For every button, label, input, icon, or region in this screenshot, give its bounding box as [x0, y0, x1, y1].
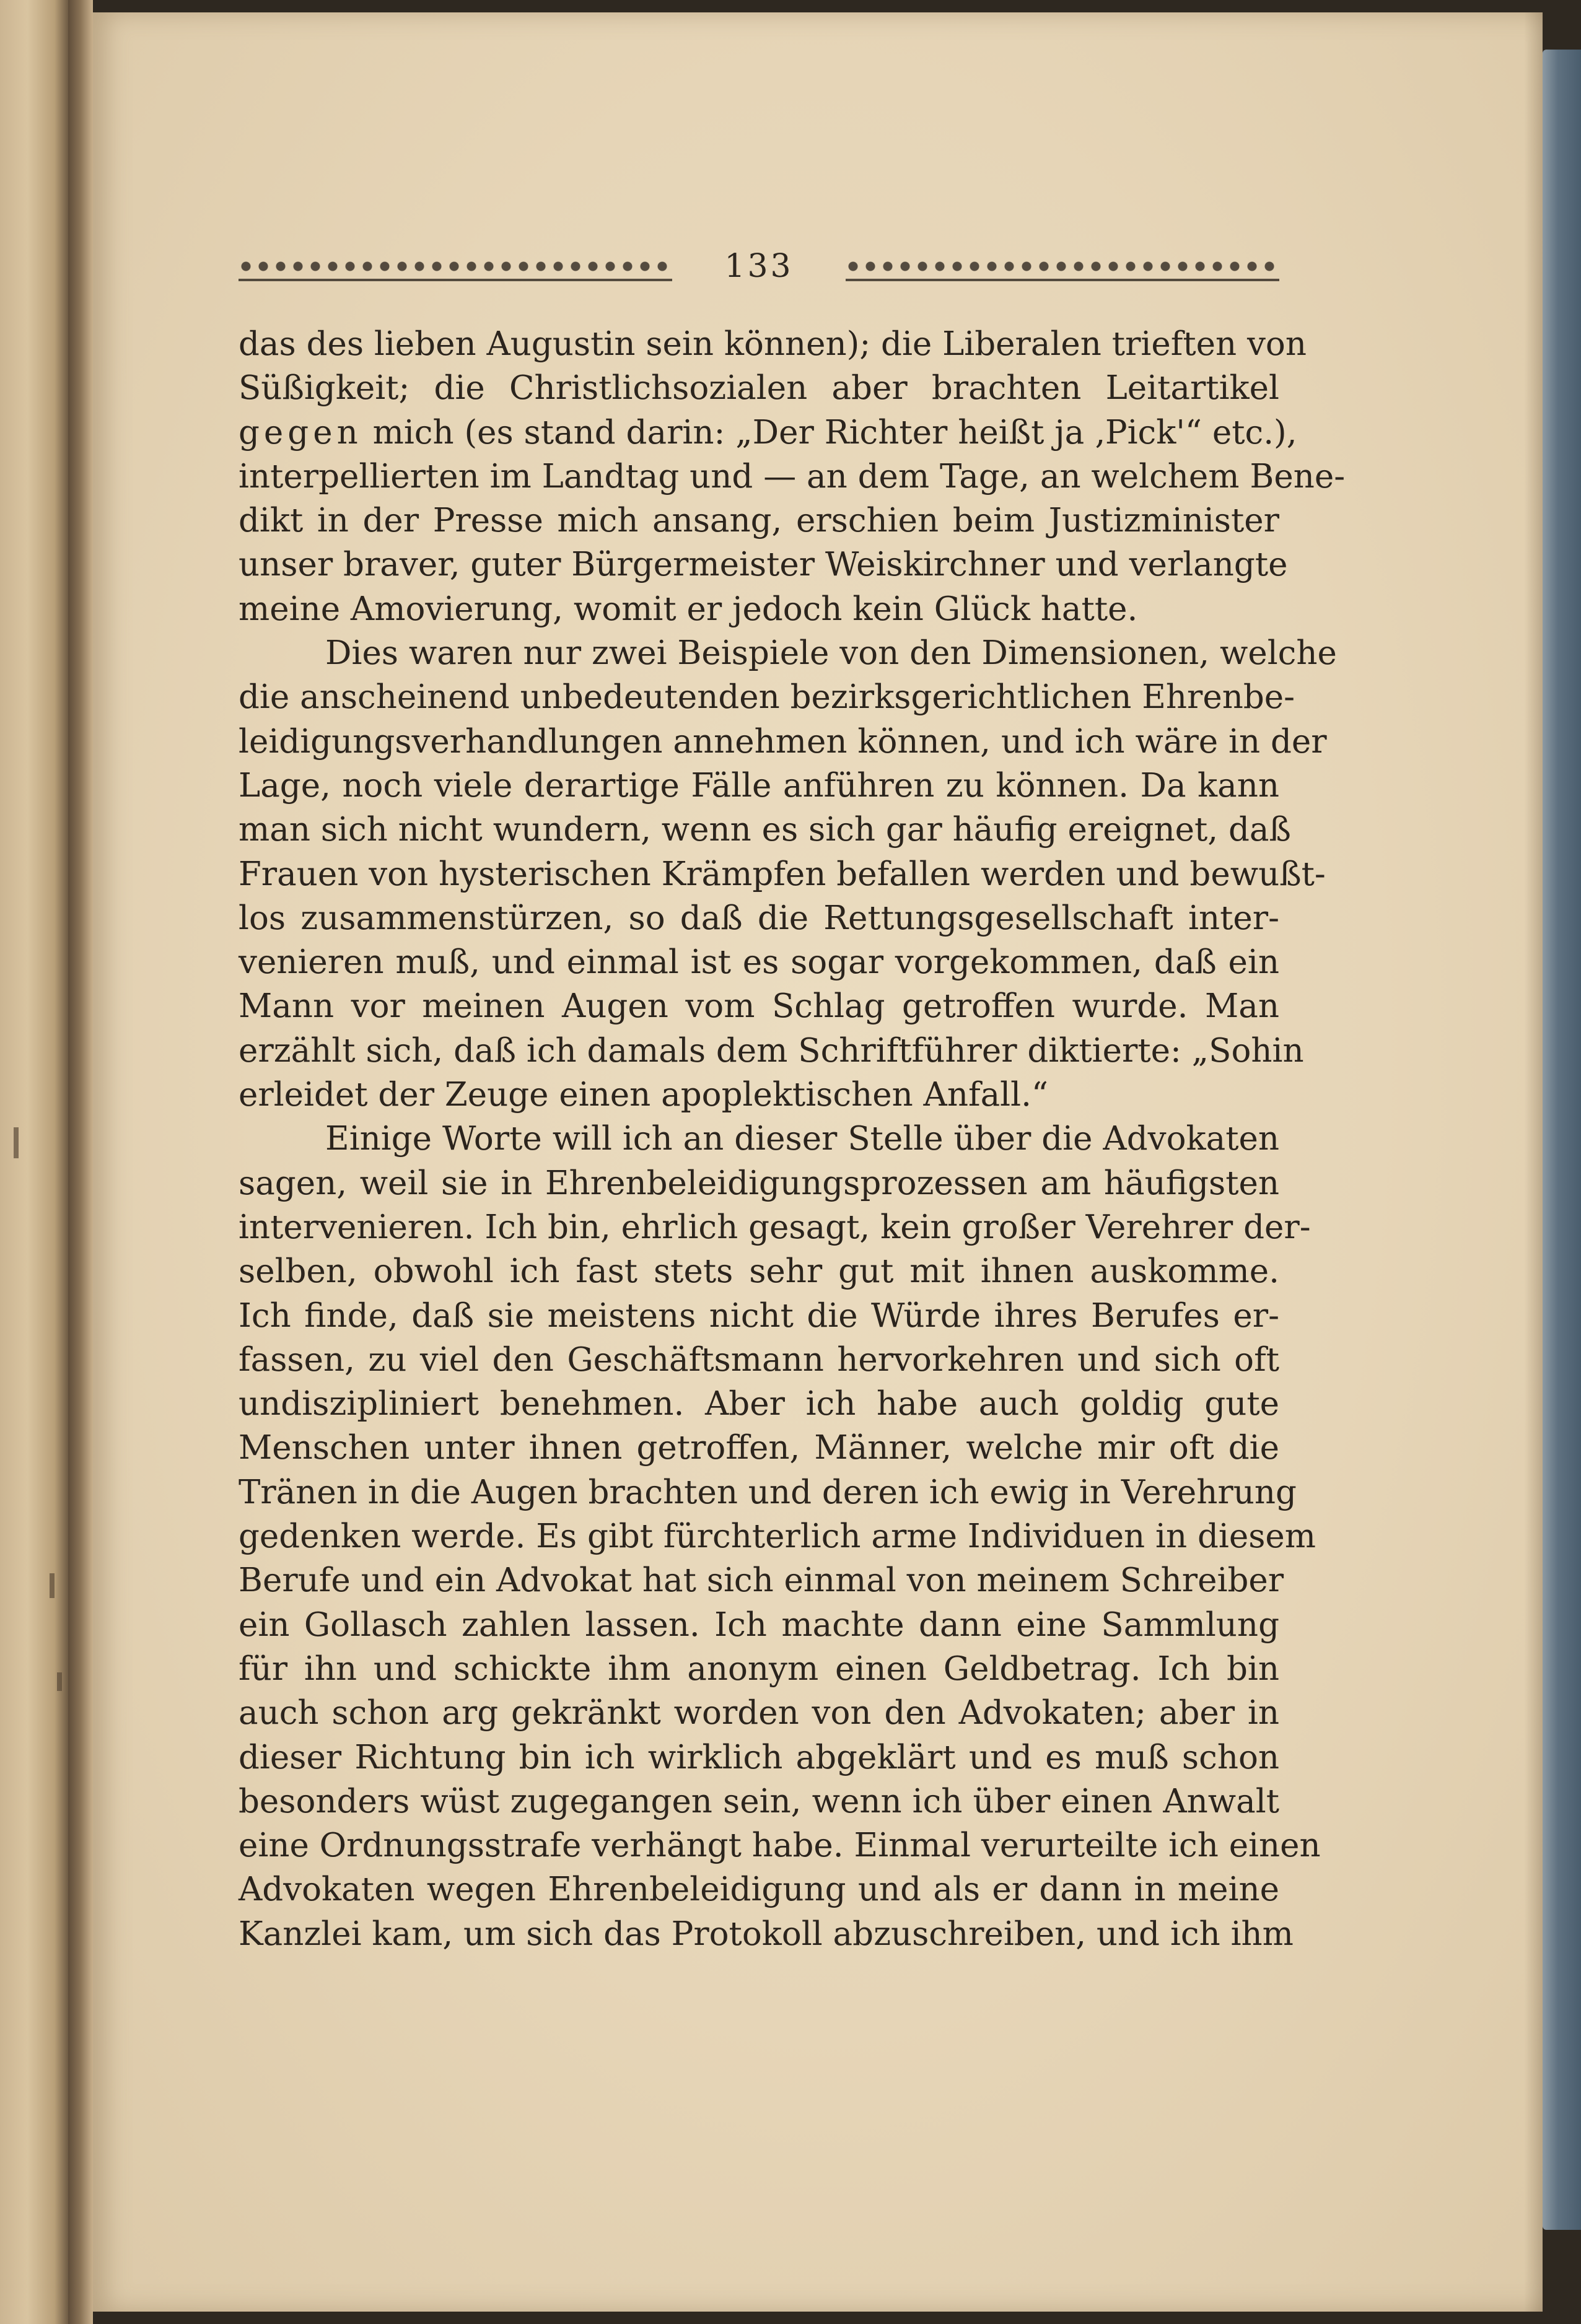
text-line-content: man sich nicht wundern, wenn es sich gar häufig ereignet, daß	[239, 811, 1291, 849]
text-line	[239, 1205, 1311, 1249]
emphasized-word: gegen	[239, 413, 362, 452]
text-line-content: ein Gollasch zahlen lassen. Ich machte dann eine Sammlung	[239, 1605, 1279, 1644]
text-line-content: intervenieren. Ich bin, ehrlich gesagt, kein großer Verehrer der-	[239, 1208, 1311, 1246]
text-line	[239, 1824, 1321, 1868]
text-line	[239, 1780, 1279, 1824]
text-line	[239, 1868, 1279, 1911]
text-line	[239, 808, 1291, 852]
text-line-content: undiszipliniert benehmen. Aber ich habe auch goldig gute	[239, 1385, 1279, 1423]
text-line-content: dieser Richtung bin ich wirklich abgeklärt und es muß schon	[239, 1738, 1279, 1776]
text-line-content: Menschen unter ihnen getroffen, Männer, welche mir oft die	[239, 1429, 1279, 1467]
text-line-content: eine Ordnungsstrafe verhängt habe. Einmal verurteilte ich einen	[239, 1827, 1321, 1865]
previous-page-edge	[0, 0, 68, 2324]
text-line	[239, 499, 1279, 543]
text-line	[239, 631, 1337, 675]
text-line	[239, 1338, 1279, 1382]
text-line	[239, 1294, 1279, 1338]
text-line	[239, 940, 1279, 984]
text-line	[239, 984, 1279, 1028]
page-number: 133	[724, 248, 794, 285]
text-line	[239, 543, 1288, 587]
text-line	[239, 455, 1346, 499]
text-line	[239, 587, 1279, 631]
text-line-content: Dies waren nur zwei Beispiele von den Dimensionen, welche	[325, 634, 1337, 673]
text-line-content: mich (es stand darin: „Der Richter heißt ja ‚Pick'“ etc.),	[362, 413, 1297, 452]
text-line-content: erleidet der Zeuge einen apoplektischen Anfall.“	[239, 1076, 1049, 1114]
text-line-content: erzählt sich, daß ich damals dem Schriftführer diktierte: „Sohin	[239, 1031, 1304, 1070]
text-line-content: Frauen von hysterischen Krämpfen befallen werden und bewußt-	[239, 855, 1326, 893]
text-line	[239, 675, 1295, 719]
text-line-content: los zusammenstürzen, so daß die Rettungsgesellschaft inter-	[239, 899, 1279, 937]
text-line	[239, 322, 1307, 366]
text-line	[239, 1117, 1279, 1161]
text-line-content: Ich finde, daß sie meistens nicht die Würde ihres Berufes er-	[239, 1296, 1279, 1335]
text-line-content: gedenken werde. Es gibt fürchterlich arme Individuen in diesem	[239, 1518, 1316, 1556]
text-line-content: fassen, zu viel den Geschäftsmann hervorkehren und sich oft	[239, 1340, 1279, 1379]
text-line-content: Berufe und ein Advokat hat sich einmal von meinem Schreiber	[239, 1562, 1284, 1600]
text-line-content: Lage, noch viele derartige Fälle anführen zu können. Da kann	[239, 766, 1279, 805]
text-line-content: sagen, weil sie in Ehrenbeleidigungsprozessen am häufigsten	[239, 1164, 1279, 1202]
text-line	[239, 1470, 1297, 1514]
text-line	[239, 896, 1279, 940]
text-line	[239, 1426, 1279, 1470]
text-line	[239, 1382, 1279, 1426]
text-line	[239, 411, 1297, 455]
text-line	[239, 720, 1327, 764]
text-line	[239, 1029, 1304, 1073]
text-line-content: auch schon arg gekränkt worden von den Advokaten; aber in	[239, 1694, 1279, 1732]
text-line-content: Einige Worte will ich an dieser Stelle über die Advokaten	[325, 1120, 1279, 1158]
text-line-content: unser braver, guter Bürgermeister Weiskirchner und verlangte	[239, 546, 1288, 584]
text-line	[239, 1603, 1279, 1647]
text-line	[239, 1912, 1294, 1956]
text-line	[239, 1736, 1279, 1780]
text-line-content: die anscheinend unbedeutenden bezirksgerichtlichen Ehrenbe-	[239, 678, 1295, 717]
text-line	[239, 1514, 1316, 1558]
text-line	[239, 852, 1326, 896]
text-line-content: für ihn und schickte ihm anonym einen Geldbetrag. Ich bin	[239, 1649, 1279, 1688]
text-line-content: Mann vor meinen Augen vom Schlag getroffen wurde. Man	[239, 987, 1279, 1026]
text-line-content: Advokaten wegen Ehrenbeleidigung und als er dann in meine	[239, 1871, 1279, 1909]
text-line	[239, 764, 1279, 808]
text-line-content: besonders wüst zugegangen sein, wenn ich über einen Anwalt	[239, 1782, 1279, 1820]
text-line	[239, 1647, 1279, 1691]
book-gutter	[68, 0, 93, 2324]
margin-mark	[50, 1573, 55, 1598]
ornament-left-icon	[239, 260, 672, 285]
text-line-content: Kanzlei kam, um sich das Protokoll abzuschreiben, und ich ihm	[239, 1915, 1294, 1953]
running-head	[239, 235, 1279, 285]
text-line-content: venieren muß, und einmal ist es sogar vorgekommen, daß ein	[239, 943, 1279, 982]
text-line-content: dikt in der Presse mich ansang, erschien beim Justizminister	[239, 502, 1279, 540]
book-cover-edge	[1543, 50, 1581, 2230]
text-line	[239, 1249, 1279, 1293]
text-line	[239, 1073, 1279, 1117]
text-line-content: Süßigkeit; die Christlichsozialen aber brachten Leitartikel	[239, 369, 1279, 408]
text-line-content: Tränen in die Augen brachten und deren ich ewig in Verehrung	[239, 1473, 1297, 1511]
page-edge-shadow	[1524, 12, 1543, 2312]
margin-mark	[14, 1127, 19, 1158]
text-line	[239, 1691, 1279, 1735]
text-line-content: selben, obwohl ich fast stets sehr gut mit ihnen auskomme.	[239, 1252, 1279, 1291]
ornament-right-icon	[846, 260, 1279, 285]
text-line-content: das des lieben Augustin sein können); die Liberalen trieften von	[239, 325, 1307, 363]
text-line-content: interpellierten im Landtag und — an dem Tage, an welchem Bene-	[239, 457, 1346, 496]
text-line	[239, 366, 1279, 410]
text-line	[239, 1558, 1284, 1602]
body-text	[239, 322, 1346, 2304]
text-line	[239, 1161, 1279, 1205]
margin-mark	[57, 1672, 62, 1691]
text-line-content: meine Amovierung, womit er jedoch kein Glück hatte.	[239, 590, 1138, 628]
text-line-content: leidigungsverhandlungen annehmen können, und ich wäre in der	[239, 722, 1327, 761]
